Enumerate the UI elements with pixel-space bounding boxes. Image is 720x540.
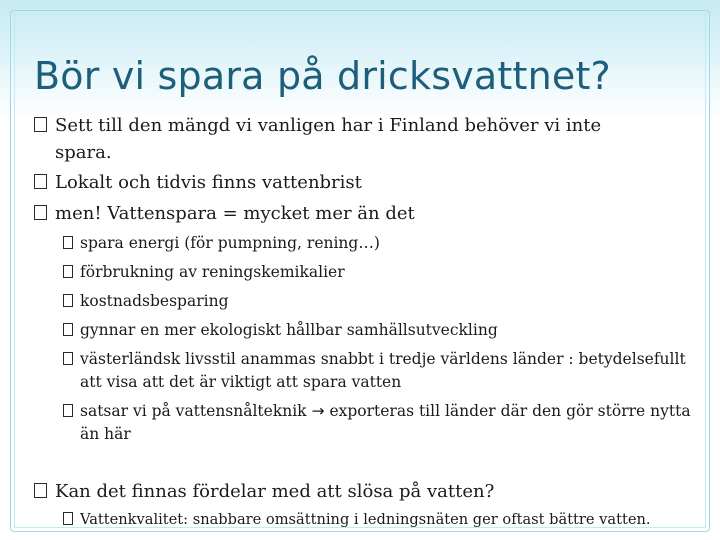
sub-bullet-item xyxy=(63,232,693,255)
bullet-text: Kan det finnas fördelar med att slösa på vatten? xyxy=(55,481,495,502)
sub-bullet-text: Vattenkvalitet: snabbare omsättning i ledningsnäten ger oftast bättre vatten. xyxy=(80,511,651,528)
sub-bullet-text: förbrukning av reningskemikalier xyxy=(80,263,345,281)
square-bullet-icon xyxy=(34,117,47,132)
sub-bullet-text: gynnar en mer ekologiskt hållbar samhällsutveckling xyxy=(80,321,498,339)
sub-bullet-item xyxy=(63,261,693,284)
sub-bullet-text: spara energi (för pumpning, rening…) xyxy=(80,234,380,252)
sub-bullet-item xyxy=(63,348,693,394)
bullet-text: Sett till den mängd vi vanligen har i Finland behöver vi inte spara. xyxy=(55,115,602,163)
square-bullet-icon xyxy=(63,512,73,525)
right-arrow-icon: → xyxy=(311,402,325,420)
square-bullet-icon xyxy=(63,352,73,365)
bullet-item xyxy=(34,478,654,505)
bullet-item xyxy=(34,112,654,166)
sub-bullet-text: kostnadsbesparing xyxy=(80,292,229,310)
sub-bullet-text xyxy=(80,400,693,446)
sub-bullet-text-before: satsar vi på vattensnålteknik xyxy=(80,402,307,420)
sub-bullet-item xyxy=(63,290,693,313)
square-bullet-icon xyxy=(63,236,73,249)
bullet-text: men! Vattenspara = mycket mer än det xyxy=(55,203,415,224)
bullet-text: Lokalt och tidvis finns vattenbrist xyxy=(55,172,362,193)
bullet-item xyxy=(34,169,654,196)
sub-bullet-item xyxy=(63,508,703,531)
square-bullet-icon xyxy=(34,174,47,189)
square-bullet-icon xyxy=(63,265,73,278)
square-bullet-icon xyxy=(63,323,73,336)
bullet-item xyxy=(34,200,654,227)
sub-bullet-item xyxy=(63,319,693,342)
square-bullet-icon xyxy=(63,294,73,307)
slide-title: Bör vi spara på dricksvattnet? xyxy=(34,54,611,98)
sub-bullet-text: västerländsk livsstil anammas snabbt i tredje världens länder : betydelsefullt att visa att det är viktigt att spara vatten xyxy=(80,350,686,391)
square-bullet-icon xyxy=(63,404,73,417)
square-bullet-icon xyxy=(34,205,47,220)
sub-bullet-item xyxy=(63,400,693,446)
square-bullet-icon xyxy=(34,483,47,498)
sub-bullet-text-after: exporteras till länder där den gör större nytta än här xyxy=(80,402,691,443)
